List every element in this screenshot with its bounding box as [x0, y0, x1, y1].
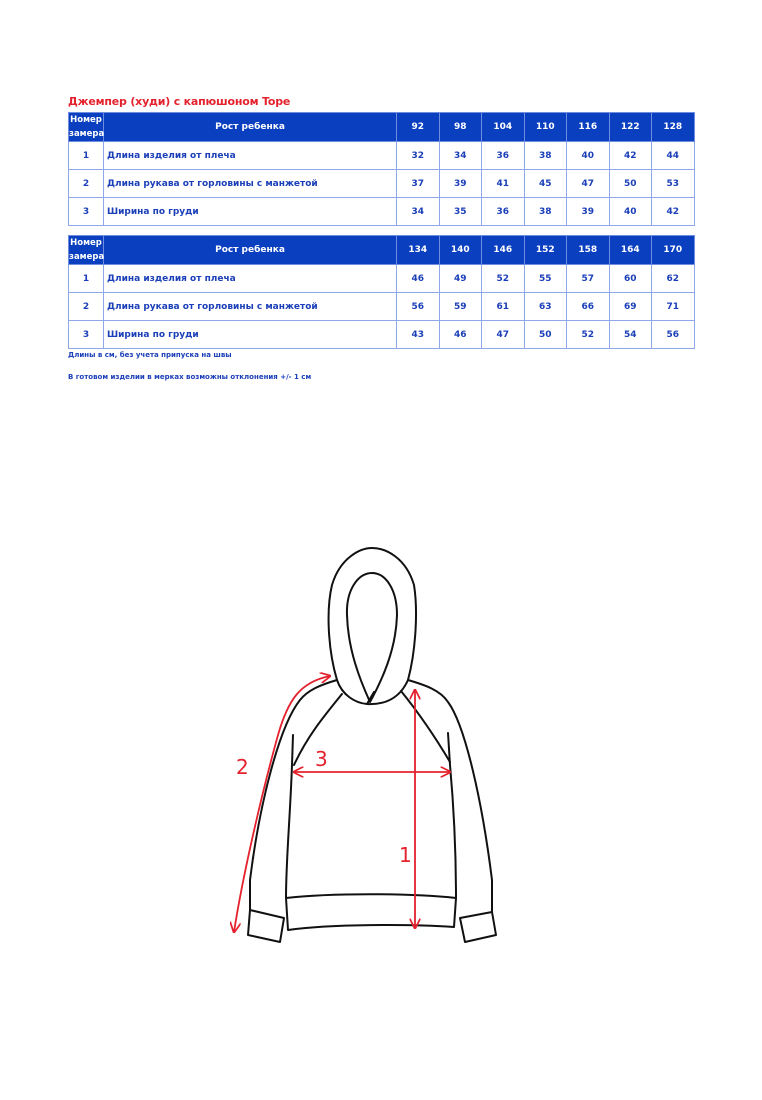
cell-value: 35	[439, 198, 482, 226]
table-row	[69, 265, 695, 293]
row-number: 1	[69, 142, 104, 170]
header-size: 122	[609, 113, 652, 142]
size-table-2	[68, 235, 695, 349]
header-size: 110	[524, 113, 567, 142]
cell-value: 46	[397, 265, 440, 293]
table-row	[69, 142, 695, 170]
header-size: 98	[439, 113, 482, 142]
cell-value: 49	[439, 265, 482, 293]
cell-value: 62	[652, 265, 695, 293]
page-title: Джемпер (худи) с капюшоном Tope	[68, 95, 291, 108]
cell-value: 61	[482, 293, 525, 321]
hood-collar	[337, 680, 408, 704]
cell-value: 54	[609, 321, 652, 349]
row-label: Длина рукава от горловины с манжетой	[104, 293, 397, 321]
cell-value: 45	[524, 170, 567, 198]
cell-value: 71	[652, 293, 695, 321]
cell-value: 40	[609, 198, 652, 226]
cell-value: 47	[567, 170, 610, 198]
note-seam-allowance: Длины в см, без учета припуска на швы	[68, 351, 232, 359]
cell-value: 59	[439, 293, 482, 321]
table-header-row	[69, 236, 695, 265]
measure-label-1: 1	[399, 843, 412, 867]
row-label: Длина рукава от горловины с манжетой	[104, 170, 397, 198]
cell-value: 36	[482, 198, 525, 226]
hood-inner	[347, 573, 397, 702]
cell-value: 50	[524, 321, 567, 349]
cell-value: 52	[567, 321, 610, 349]
row-number: 2	[69, 293, 104, 321]
row-label: Ширина по груди	[104, 321, 397, 349]
cell-value: 34	[397, 198, 440, 226]
cuff-left	[248, 910, 284, 942]
cell-value: 44	[652, 142, 695, 170]
cell-value: 39	[439, 170, 482, 198]
row-label: Ширина по груди	[104, 198, 397, 226]
row-label: Длина изделия от плеча	[104, 265, 397, 293]
cell-value: 37	[397, 170, 440, 198]
header-size: 116	[567, 113, 610, 142]
note-tolerance: В готовом изделии в мерках возможны отклонения +/- 1 см	[68, 373, 312, 381]
table-row	[69, 321, 695, 349]
table-row	[69, 170, 695, 198]
cell-value: 52	[482, 265, 525, 293]
measure-2-arrow	[234, 676, 330, 932]
row-number: 3	[69, 321, 104, 349]
table-header-row	[69, 113, 695, 142]
header-size: 158	[567, 236, 610, 265]
hoodie-measurement-diagram	[220, 540, 520, 960]
header-measure-number: Номер замера	[69, 113, 104, 142]
cell-value: 66	[567, 293, 610, 321]
header-measure-number: Номер замера	[69, 236, 104, 265]
cell-value: 55	[524, 265, 567, 293]
cell-value: 53	[652, 170, 695, 198]
cell-value: 69	[609, 293, 652, 321]
measure-label-2: 2	[236, 755, 249, 779]
table-row	[69, 198, 695, 226]
row-number: 1	[69, 265, 104, 293]
sleeve-right	[408, 680, 492, 912]
size-table-1	[68, 112, 695, 226]
cell-value: 43	[397, 321, 440, 349]
cell-value: 50	[609, 170, 652, 198]
cell-value: 47	[482, 321, 525, 349]
cell-value: 38	[524, 198, 567, 226]
cell-value: 42	[609, 142, 652, 170]
cell-value: 56	[397, 293, 440, 321]
table-row	[69, 293, 695, 321]
header-size: 134	[397, 236, 440, 265]
cuff-right	[460, 912, 496, 942]
cell-value: 39	[567, 198, 610, 226]
measure-label-3: 3	[315, 747, 328, 771]
raglan-right	[401, 691, 450, 762]
header-size: 146	[482, 236, 525, 265]
header-size: 140	[439, 236, 482, 265]
cell-value: 32	[397, 142, 440, 170]
cell-value: 42	[652, 198, 695, 226]
cell-value: 40	[567, 142, 610, 170]
hood-outer	[329, 548, 416, 680]
cell-value: 38	[524, 142, 567, 170]
header-size: 92	[397, 113, 440, 142]
row-label: Длина изделия от плеча	[104, 142, 397, 170]
cell-value: 46	[439, 321, 482, 349]
cell-value: 60	[609, 265, 652, 293]
hem-band	[286, 894, 456, 930]
cell-value: 63	[524, 293, 567, 321]
header-size: 152	[524, 236, 567, 265]
header-height: Рост ребенка	[104, 113, 397, 142]
cell-value: 56	[652, 321, 695, 349]
header-size: 128	[652, 113, 695, 142]
hoodie-outline	[248, 548, 496, 942]
header-size: 104	[482, 113, 525, 142]
header-size: 164	[609, 236, 652, 265]
cell-value: 36	[482, 142, 525, 170]
header-size: 170	[652, 236, 695, 265]
header-height: Рост ребенка	[104, 236, 397, 265]
row-number: 3	[69, 198, 104, 226]
cell-value: 34	[439, 142, 482, 170]
row-number: 2	[69, 170, 104, 198]
cell-value: 57	[567, 265, 610, 293]
cell-value: 41	[482, 170, 525, 198]
